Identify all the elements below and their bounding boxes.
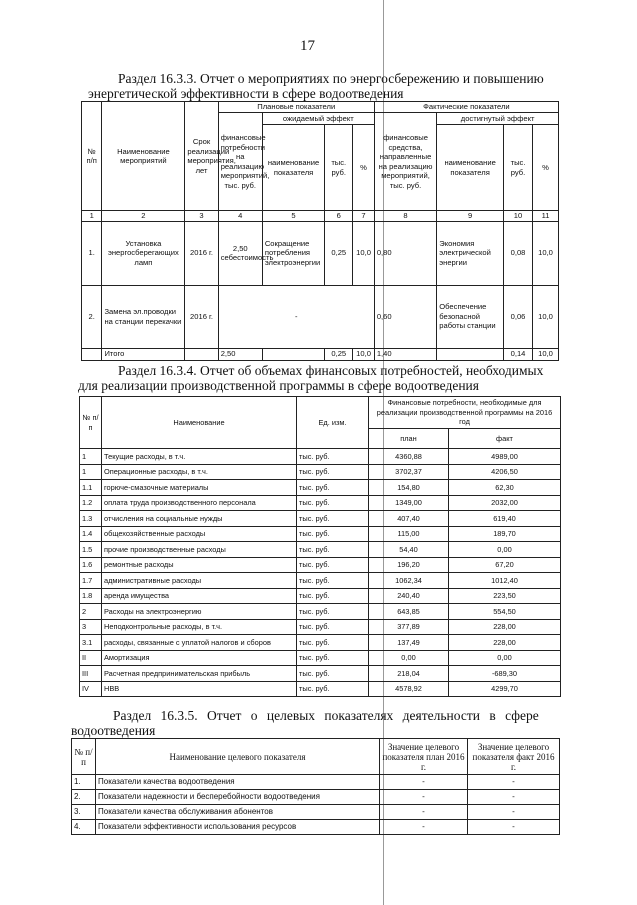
row-plan: - [380,775,468,790]
row-plan: 643,85 [369,604,449,620]
row-fact: -689,30 [449,666,561,682]
header-fin: Финансовые потребности, необходимые для реализации производственной программы на 2016 год [369,397,561,429]
row-plan: - [380,805,468,820]
col-number: 7 [353,211,375,222]
row-achieved-name: Обеспечение безопасной работы станции [437,285,504,348]
row-no: 3. [72,805,96,820]
row-name: Амортизация [102,650,297,666]
row-effect-pct: 10,0 [353,221,375,285]
row-effect-name: Сокращение потребления электроэнергии [262,221,324,285]
header-expected: ожидаемый эффект [262,113,374,125]
row-fact: 228,00 [449,619,561,635]
row-plan: 154,80 [369,480,449,496]
total-effect-sum: 0,25 [325,348,353,360]
total-achieved-pct: 10,0 [533,348,559,360]
header-no: № п/п [80,397,102,449]
row-fact: 62,30 [449,480,561,496]
row-name: прочие производственные расходы [102,542,297,558]
header-effect-sum: тыс. руб. [325,125,353,211]
row-fact: 0,00 [449,650,561,666]
row-name: Установка энергосберегающих ламп [102,221,185,285]
header-plan-fin: финансовые потребности на реализацию мероприятий, тыс. руб. [218,113,262,211]
section3-title-line1: Раздел 16.3.5. Отчет о целевых показателях деятельности в сфере [113,708,539,723]
row-no: 2. [82,285,102,348]
col-number: 2 [102,211,185,222]
row-fact: 2032,00 [449,495,561,511]
row-unit: тыс. руб. [297,557,369,573]
table-row [80,588,561,604]
row-term: 2016 г. [185,221,218,285]
table-row [80,526,561,542]
row-achieved-sum: 0,06 [503,285,532,348]
row-plan: 4360,88 [369,449,449,465]
total-fact-fin: 1,40 [374,348,436,360]
table-row [80,449,561,465]
row-name: Замена эл.проводки на станции перекачки [102,285,185,348]
header-fact: Значение целевого показателя факт 2016 г. [468,739,560,775]
row-no: 1.4 [80,526,102,542]
table-row [80,542,561,558]
row-unit: тыс. руб. [297,511,369,527]
table-row [82,285,559,348]
table-row [80,573,561,589]
row-name: административные расходы [102,573,297,589]
row-name: расходы, связанные с уплатой налогов и сборов [102,635,297,651]
col-number: 6 [325,211,353,222]
row-unit: тыс. руб. [297,449,369,465]
header-actual: Фактические показатели [374,102,558,113]
header-achieved-sum: тыс. руб. [503,125,532,211]
table-row [80,619,561,635]
table-row [72,820,560,835]
row-term: 2016 г. [185,285,218,348]
row-unit: тыс. руб. [297,619,369,635]
table-row [80,511,561,527]
row-fact: 1012,40 [449,573,561,589]
row-no: 3.1 [80,635,102,651]
row-no: II [80,650,102,666]
total-achieved-sum: 0,14 [503,348,532,360]
row-unit: тыс. руб. [297,526,369,542]
row-name: Показатели эффективности использования ресурсов [96,820,380,835]
row-name: аренда имущества [102,588,297,604]
header-effect-pct: % [353,125,375,211]
row-fact: - [468,820,560,835]
header-name: Наименование [102,397,297,449]
row-no: 2. [72,790,96,805]
row-plan: 1062,34 [369,573,449,589]
row-plan: 407,40 [369,511,449,527]
row-unit: тыс. руб. [297,666,369,682]
row-fact: 4299,70 [449,681,561,697]
row-no: 1.2 [80,495,102,511]
row-no: 1. [72,775,96,790]
table-row [80,650,561,666]
row-fact: 619,40 [449,511,561,527]
total-row [82,348,559,360]
header-name: Наименование мероприятий [102,102,185,211]
row-fact: - [468,775,560,790]
row-unit: тыс. руб. [297,495,369,511]
row-unit: тыс. руб. [297,542,369,558]
header-effect-name: наименование показателя [262,125,324,211]
col-number: 3 [185,211,218,222]
header-achieved-name: наименование показателя [437,125,504,211]
header-plan: Значение целевого показателя план 2016 г. [380,739,468,775]
row-no: 1 [80,449,102,465]
col-number: 9 [437,211,504,222]
row-plan-fin: 2,50 себестоимость [218,221,262,285]
row-fact: 228,00 [449,635,561,651]
row-plan: 115,00 [369,526,449,542]
row-no: 1.1 [80,480,102,496]
header-plan: план [369,429,449,449]
row-name: ремонтные расходы [102,557,297,573]
col-number: 8 [374,211,436,222]
section1-title-line2: энергетической эффективности в сфере водоотведения [88,86,404,101]
section2-title-line1: Раздел 16.3.4. Отчет об объемах финансовых потребностей, необходимых [118,363,544,378]
header-term: Срок реализации мероприятия, лет [185,102,218,211]
row-plan: 3702,37 [369,464,449,480]
row-fact: 4989,00 [449,449,561,465]
row-name: оплата труда производственного персонала [102,495,297,511]
row-fact: - [468,790,560,805]
row-no: 1. [82,221,102,285]
row-plan: 4578,92 [369,681,449,697]
header-planned: Плановые показатели [218,102,374,113]
row-unit: тыс. руб. [297,588,369,604]
row-achieved-pct: 10,0 [533,285,559,348]
table-row [80,495,561,511]
row-no: 1 [80,464,102,480]
row-no: 2 [80,604,102,620]
header-unit: Ед. изм. [297,397,369,449]
row-plan: 54,40 [369,542,449,558]
row-no: 1.7 [80,573,102,589]
row-name: горюче-смазочные материалы [102,480,297,496]
row-unit: тыс. руб. [297,480,369,496]
row-plan: 137,49 [369,635,449,651]
row-plan: 0,00 [369,650,449,666]
target-indicators-table [71,738,560,835]
financial-needs-table [79,396,561,697]
row-name: НВВ [102,681,297,697]
table-row [72,790,560,805]
row-no: 1.6 [80,557,102,573]
header-fact-fin: финансовые средства, направленные на реализацию мероприятий, тыс. руб. [374,113,436,211]
row-unit: тыс. руб. [297,604,369,620]
row-unit: тыс. руб. [297,681,369,697]
row-name: Текущие расходы, в т.ч. [102,449,297,465]
row-name: Операционные расходы, в т.ч. [102,464,297,480]
row-plan: 196,20 [369,557,449,573]
row-achieved-name: Экономия электрической энергии [437,221,504,285]
row-achieved-pct: 10,0 [533,221,559,285]
row-unit: тыс. руб. [297,650,369,666]
row-name: отчисления на социальные нужды [102,511,297,527]
row-no: 1.8 [80,588,102,604]
section1-title-line1: Раздел 16.3.3. Отчет о мероприятиях по энергосбережению и повышению [118,71,544,86]
col-number: 5 [262,211,324,222]
row-plan: 1349,00 [369,495,449,511]
row-name: Показатели надежности и бесперебойности водоотведения [96,790,380,805]
header-no: № п/п [82,102,102,211]
table-row [72,805,560,820]
row-unit: тыс. руб. [297,464,369,480]
row-fact: - [468,805,560,820]
row-fact-fin: 0,60 [374,285,436,348]
energy-saving-table [81,101,559,361]
row-name: Расходы на электроэнергию [102,604,297,620]
row-plan: 240,40 [369,588,449,604]
row-plan: 377,89 [369,619,449,635]
col-number: 1 [82,211,102,222]
table-row [80,681,561,697]
table-row [80,464,561,480]
row-no: 1.3 [80,511,102,527]
row-fact: 554,50 [449,604,561,620]
row-plan-merged: - [218,285,374,348]
table-row [80,604,561,620]
row-plan: 218,04 [369,666,449,682]
table-row [80,480,561,496]
row-no: III [80,666,102,682]
row-fact: 67,20 [449,557,561,573]
table-row [72,775,560,790]
header-no: № п/п [72,739,96,775]
row-name: Расчетная предпринимательская прибыль [102,666,297,682]
total-label: Итого [102,348,185,360]
row-fact-fin: 0,80 [374,221,436,285]
header-achieved: достигнутый эффект [437,113,559,125]
row-plan: - [380,790,468,805]
table-row [80,557,561,573]
row-no: 1.5 [80,542,102,558]
header-achieved-pct: % [533,125,559,211]
row-name: общехозяйственные расходы [102,526,297,542]
row-plan: - [380,820,468,835]
row-achieved-sum: 0,08 [503,221,532,285]
row-name: Показатели качества водоотведения [96,775,380,790]
row-fact: 189,70 [449,526,561,542]
row-fact: 4206,50 [449,464,561,480]
total-plan-fin: 2,50 [218,348,262,360]
row-no: 3 [80,619,102,635]
table-row [82,221,559,285]
row-unit: тыс. руб. [297,635,369,651]
page-number: 17 [300,38,315,54]
col-number: 11 [533,211,559,222]
row-no: IV [80,681,102,697]
row-name: Показатели качества обслуживания абонентов [96,805,380,820]
header-fact: факт [449,429,561,449]
table-row [80,635,561,651]
row-effect-sum: 0,25 [325,221,353,285]
section2-title-line2: для реализации производственной программы в сфере водоотведения [78,378,479,393]
col-number: 10 [503,211,532,222]
row-fact: 223,50 [449,588,561,604]
row-fact: 0,00 [449,542,561,558]
row-no: 4. [72,820,96,835]
total-effect-pct: 10,0 [353,348,375,360]
col-number: 4 [218,211,262,222]
header-name: Наименование целевого показателя [96,739,380,775]
table-row [80,666,561,682]
row-unit: тыс. руб. [297,573,369,589]
section3-title-line2: водоотведения [71,723,156,738]
row-name: Неподконтрольные расходы, в т.ч. [102,619,297,635]
